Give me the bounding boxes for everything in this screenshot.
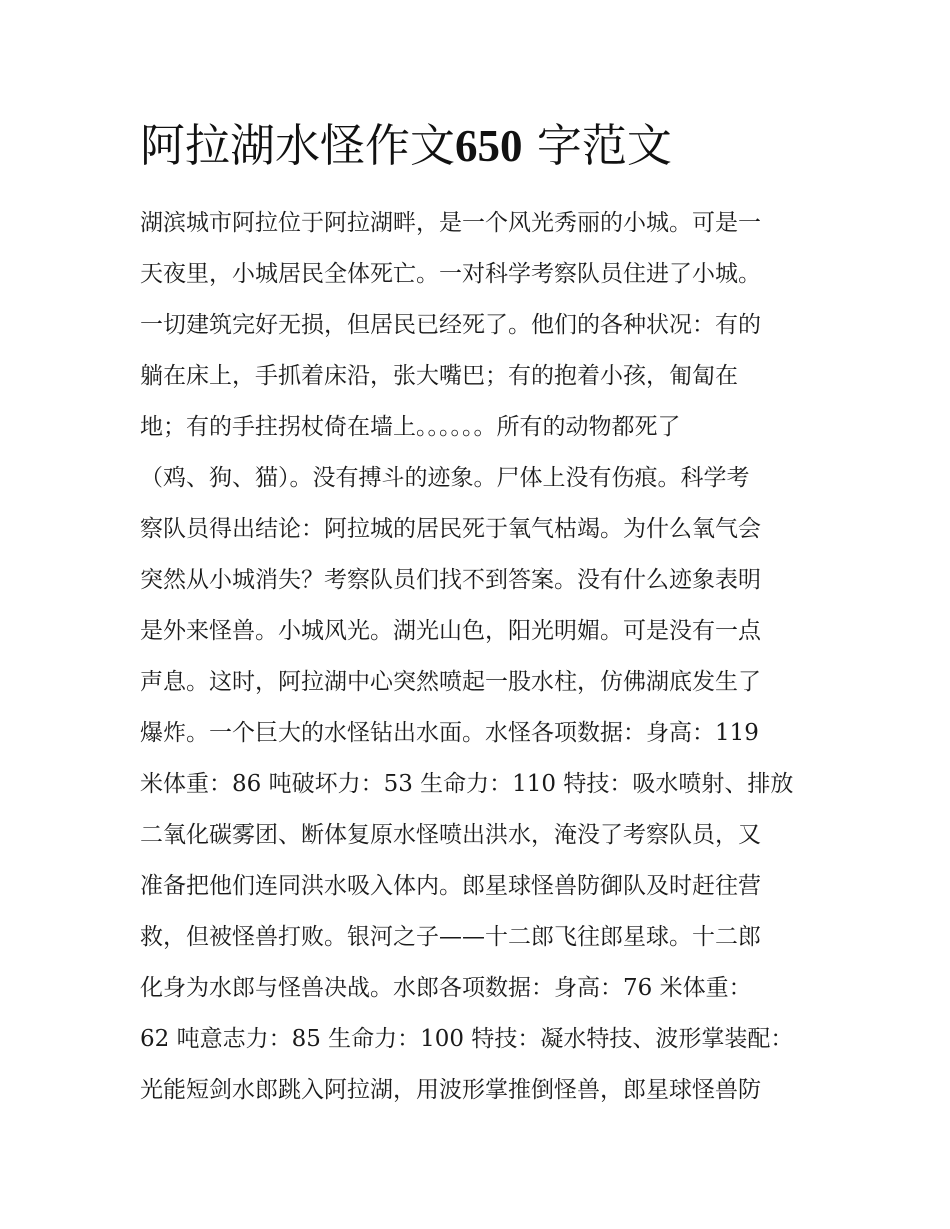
body-line: 62 吨意志力：85 生命力：100 特技：凝水特技、波形掌装配： (140, 1026, 794, 1052)
body-line: 是外来怪兽。小城风光。湖光山色，阳光明媚。可是没有一点 (140, 618, 761, 644)
body-line: 米体重：86 吨破坏力：53 生命力：110 特技：吸水喷射、排放 (140, 771, 794, 797)
body-line: 天夜里，小城居民全体死亡。一对科学考察队员住进了小城。 (140, 261, 761, 287)
body-line: 救，但被怪兽打败。银河之子——十二郎飞往郎星球。十二郎 (140, 924, 761, 950)
body-line: 察队员得出结论：阿拉城的居民死于氧气枯竭。为什么氧气会 (140, 516, 761, 542)
body-line: 一切建筑完好无损，但居民已经死了。他们的各种状况：有的 (140, 312, 761, 338)
body-line: 地；有的手拄拐杖倚在墙上。。。。。。所有的动物都死了 (140, 414, 681, 440)
document-body (140, 198, 820, 1116)
body-line: 化身为水郎与怪兽决战。水郎各项数据：身高：76 米体重： (140, 975, 752, 1001)
title-prefix: 阿拉湖水怪作文 (140, 119, 456, 172)
body-line: 准备把他们连同洪水吸入体内。郎星球怪兽防御队及时赶往营 (140, 873, 761, 899)
document-title (140, 118, 672, 174)
body-line: 光能短剑水郎跳入阿拉湖，用波形掌推倒怪兽，郎星球怪兽防 (140, 1077, 761, 1103)
body-line: 突然从小城消失？考察队员们找不到答案。没有什么迹象表明 (140, 567, 761, 593)
body-line: 躺在床上，手抓着床沿，张大嘴巴；有的抱着小孩，匍匐在 (140, 363, 738, 389)
body-line: 湖滨城市阿拉位于阿拉湖畔，是一个风光秀丽的小城。可是一 (140, 210, 761, 236)
body-line: 声息。这时，阿拉湖中心突然喷起一股水柱，仿佛湖底发生了 (140, 669, 761, 695)
body-line: （鸡、狗、猫）。没有搏斗的迹象。尸体上没有伤痕。科学考 (140, 465, 750, 491)
title-number: 650 (455, 121, 523, 171)
body-line: 二氧化碳雾团、断体复原水怪喷出洪水，淹没了考察队员，又 (140, 822, 761, 848)
title-suffix: 字范文 (536, 119, 672, 172)
body-line: 爆炸。一个巨大的水怪钻出水面。水怪各项数据：身高：119 (140, 720, 759, 746)
